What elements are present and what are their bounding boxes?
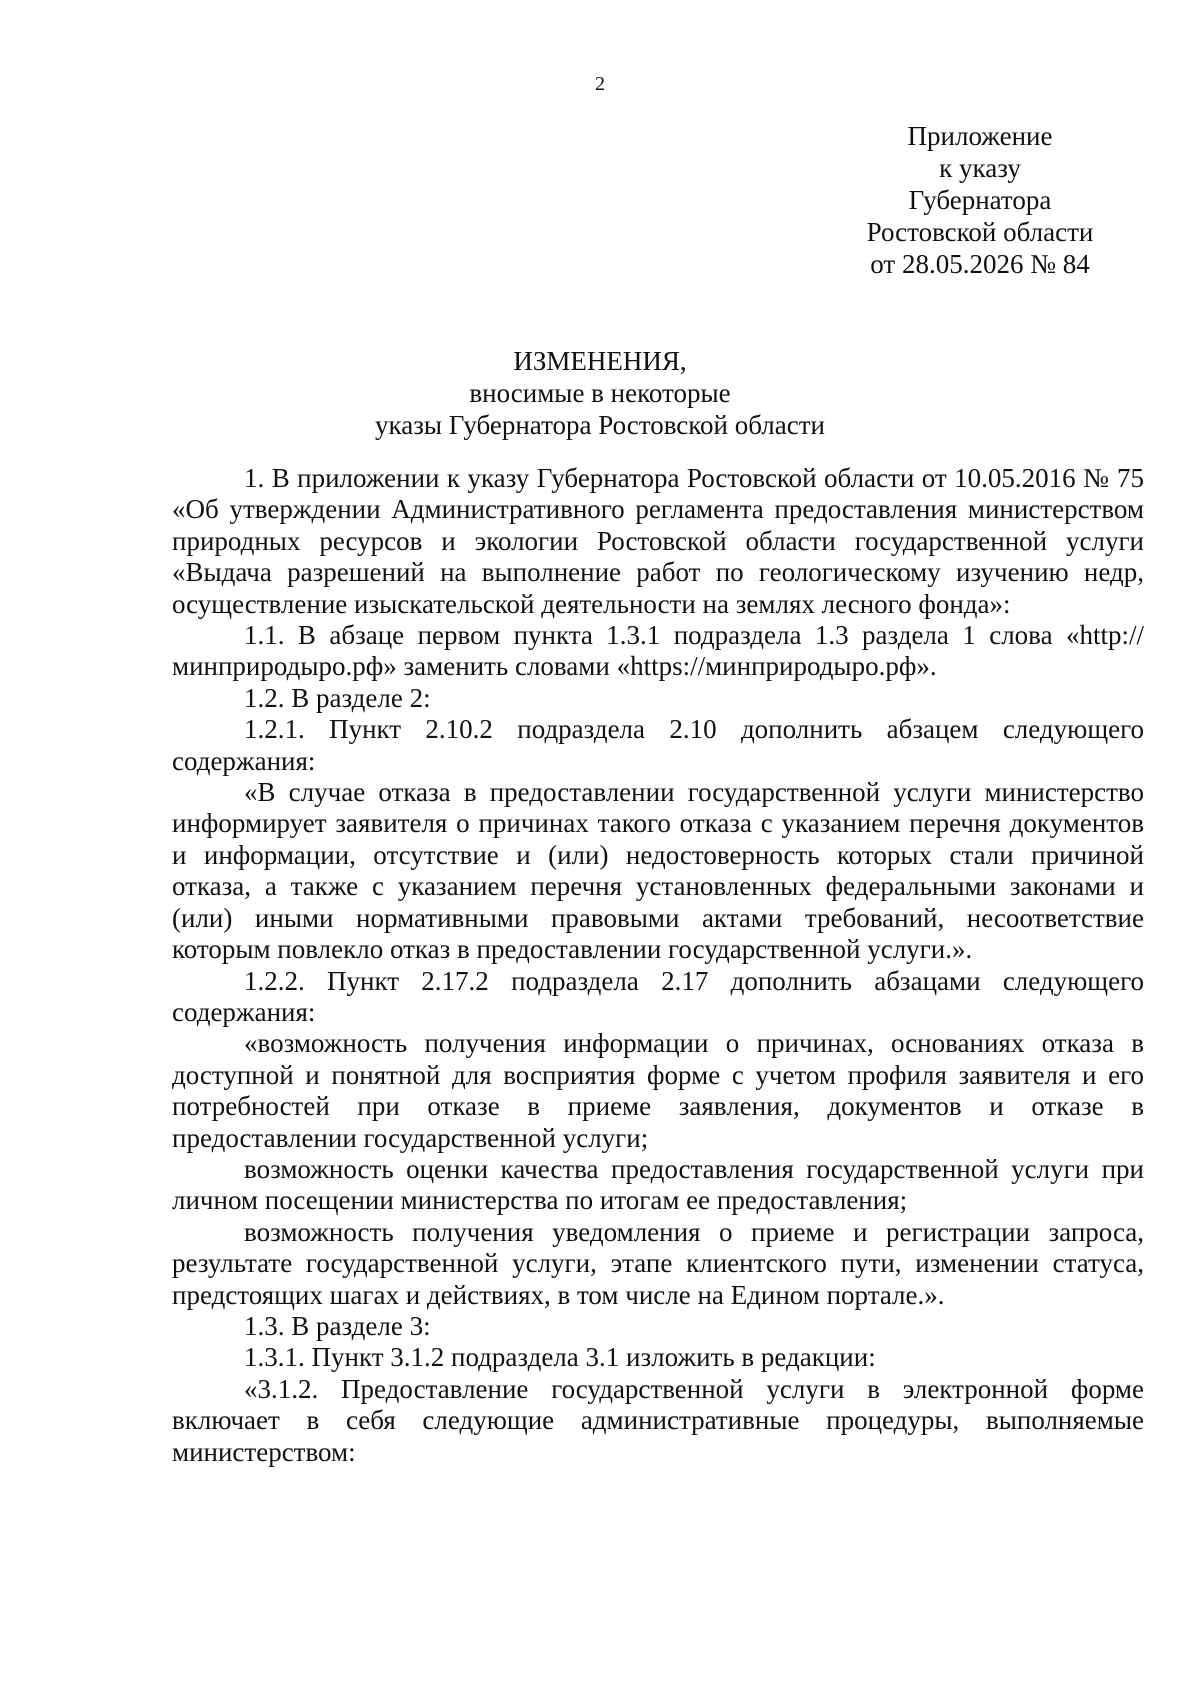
title-subtitle: вносимые в некоторые bbox=[469, 378, 731, 408]
paragraph: 1.2. В разделе 2: bbox=[244, 682, 431, 713]
paragraph: возможность оценки качества предоставления государственной услуги при личном посещении министерства по итогам ее предоставления; bbox=[172, 1153, 1144, 1216]
appendix-line: Приложение bbox=[907, 121, 1053, 151]
paragraph: 1.1. В абзаце первом пункта 1.3.1 подраздела 1.3 раздела 1 слова «http://минприродыро.рф» заменить словами «https://минприродыро.рф». bbox=[172, 620, 1144, 682]
paragraph: 1.3.1. Пункт 3.1.2 подраздела 3.1 изложить в редакции: bbox=[244, 1342, 876, 1373]
appendix-header bbox=[830, 120, 1130, 280]
title-subtitle: указы Губернатора Ростовской области bbox=[375, 410, 825, 440]
paragraph: 1.3. В разделе 3: bbox=[244, 1310, 431, 1341]
paragraph: «3.1.2. Предоставление государственной услуги в электронной форме включает в себя следующие административные процедуры, выполняемые министерством: bbox=[172, 1373, 1144, 1467]
appendix-line: к указу bbox=[939, 153, 1021, 183]
appendix-line: Ростовской области bbox=[866, 217, 1094, 247]
paragraph: 1.2.1. Пункт 2.10.2 подраздела 2.10 дополнить абзацем следующего содержания: bbox=[172, 714, 1144, 776]
document-title bbox=[0, 345, 1200, 441]
document-body bbox=[172, 463, 1144, 1468]
paragraph: возможность получения уведомления о приеме и регистрации запроса, результате государственной услуги, этапе клиентского пути, изменении статуса, предстоящих шагах и действиях, в том числе на Едином портале.». bbox=[172, 1216, 1144, 1310]
paragraph: 1.2.2. Пункт 2.17.2 подраздела 2.17 дополнить абзацами следующего содержания: bbox=[172, 965, 1144, 1027]
title-heading: ИЗМЕНЕНИЯ, bbox=[513, 346, 687, 376]
appendix-line: от 28.05.2026 № 84 bbox=[870, 249, 1090, 279]
appendix-line: Губернатора bbox=[908, 185, 1052, 215]
paragraph: «В случае отказа в предоставлении государственной услуги министерство информирует заявителя о причинах такого отказа с указанием перечня документов и информации, отсутствие и (или) недостоверность которых стали причиной отказа, а также с указанием перечня установленных федеральными законами и (или) иными нормативными правовыми актами требований, несоответствие которым повлекло отказ в предоставлении государственной услуги.». bbox=[172, 777, 1144, 965]
page-number: 2 bbox=[595, 73, 605, 95]
paragraph: «возможность получения информации о причинах, основаниях отказа в доступной и понятной для восприятия форме с учетом профиля заявителя и его потребностей при отказе в приеме заявления, документов и отказе в предоставлении государственной услуги; bbox=[172, 1028, 1144, 1153]
paragraph: 1. В приложении к указу Губернатора Ростовской области от 10.05.2016 № 75 «Об утверждении Административного регламента предоставления министерством природных ресурсов и экологии Ростовской области государственной услуги «Выдача разрешений на выполнение работ по геологическому изучению недр, осуществление изыскательской деятельности на землях лесного фонда»: bbox=[172, 463, 1144, 619]
